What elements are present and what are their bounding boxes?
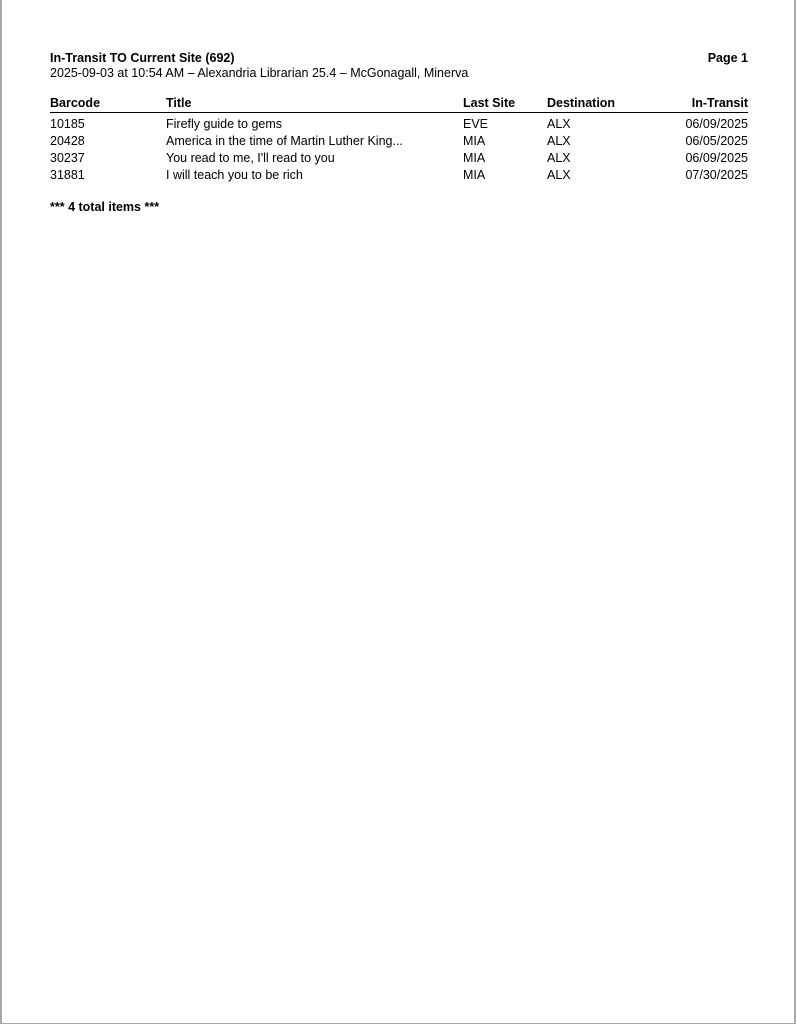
total-items-summary: *** 4 total items *** <box>50 200 160 214</box>
cell-last-site: MIA <box>463 151 486 165</box>
cell-in-transit: 06/09/2025 <box>685 117 748 131</box>
cell-last-site: MIA <box>463 168 486 182</box>
cell-destination: ALX <box>547 134 571 148</box>
header-destination: Destination <box>547 96 647 113</box>
table-row <box>50 167 748 184</box>
report-subtitle: 2025-09-03 at 10:54 AM – Alexandria Librarian 25.4 – McGonagall, Minerva <box>50 66 469 80</box>
cell-in-transit: 06/09/2025 <box>685 151 748 165</box>
cell-destination: ALX <box>547 168 571 182</box>
page-number: Page 1 <box>707 51 748 65</box>
report-title: In-Transit TO Current Site (692) <box>50 51 235 65</box>
table-row <box>50 113 748 134</box>
header-in-transit: In-Transit <box>647 96 748 113</box>
cell-title: Firefly guide to gems <box>166 117 283 131</box>
header-barcode: Barcode <box>50 96 166 113</box>
cell-in-transit: 07/30/2025 <box>685 168 748 182</box>
header-title: Title <box>166 96 463 113</box>
report-body <box>50 51 748 214</box>
table-row <box>50 150 748 167</box>
cell-destination: ALX <box>547 151 571 165</box>
table-row <box>50 133 748 150</box>
cell-barcode: 31881 <box>50 168 85 182</box>
cell-last-site: EVE <box>463 117 489 131</box>
cell-last-site: MIA <box>463 134 486 148</box>
cell-barcode: 10185 <box>50 117 85 131</box>
report-header <box>50 51 748 66</box>
header-last-site: Last Site <box>463 96 547 113</box>
table-header-row <box>50 96 748 113</box>
cell-in-transit: 06/05/2025 <box>685 134 748 148</box>
cell-barcode: 30237 <box>50 151 85 165</box>
cell-title: America in the time of Martin Luther King... <box>166 134 403 148</box>
in-transit-table <box>50 96 748 184</box>
cell-barcode: 20428 <box>50 134 85 148</box>
cell-destination: ALX <box>547 117 571 131</box>
cell-title: You read to me, I'll read to you <box>166 151 335 165</box>
cell-title: I will teach you to be rich <box>166 168 303 182</box>
